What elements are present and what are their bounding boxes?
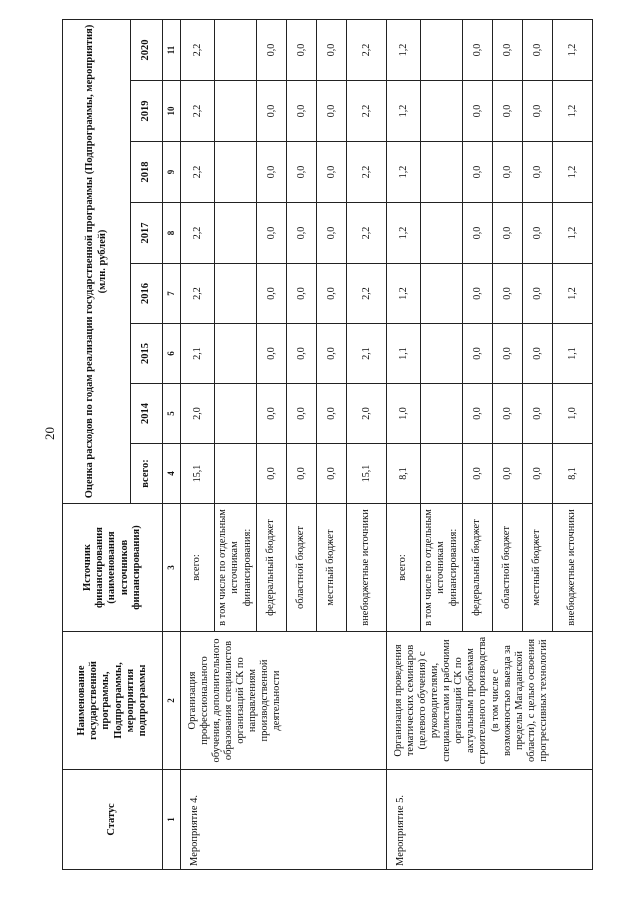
year-value	[421, 142, 463, 203]
total-value: 0,0	[523, 444, 553, 504]
year-value: 0,0	[463, 203, 493, 264]
year-value: 0,0	[257, 81, 287, 142]
year-value: 0,0	[317, 264, 347, 324]
year-value: 0,0	[257, 324, 287, 384]
year-value: 2,2	[347, 203, 387, 264]
year-value: 0,0	[287, 324, 317, 384]
year-value: 0,0	[523, 19, 553, 80]
year-value: 2,2	[347, 81, 387, 142]
year-value	[421, 81, 463, 142]
budget-table	[62, 19, 593, 870]
year-value: 2,0	[181, 384, 215, 444]
year-value: 2,1	[181, 324, 215, 384]
column-number: 10	[163, 81, 181, 142]
year-value: 2,2	[181, 19, 215, 80]
header-status: Статус	[63, 770, 163, 870]
year-value: 0,0	[317, 384, 347, 444]
year-value: 2,2	[181, 264, 215, 324]
table-row	[181, 19, 215, 869]
year-value: 0,0	[523, 81, 553, 142]
year-value: 0,0	[463, 264, 493, 324]
year-value: 0,0	[317, 324, 347, 384]
funding-source: всего:	[181, 504, 215, 632]
header-total: всего:	[131, 444, 163, 504]
year-value	[215, 324, 257, 384]
year-value: 2,2	[181, 203, 215, 264]
year-value: 1,2	[387, 19, 421, 80]
header-year: 2017	[131, 203, 163, 264]
year-value	[215, 19, 257, 80]
page-number: 20	[42, 427, 57, 440]
year-value: 0,0	[523, 142, 553, 203]
column-number: 3	[163, 504, 181, 632]
year-value: 2,2	[181, 81, 215, 142]
year-value: 0,0	[287, 81, 317, 142]
column-number: 9	[163, 142, 181, 203]
year-value	[421, 384, 463, 444]
year-value: 0,0	[493, 81, 523, 142]
year-value: 1,2	[387, 264, 421, 324]
year-value: 2,2	[181, 142, 215, 203]
year-value: 0,0	[257, 384, 287, 444]
header-year: 2018	[131, 142, 163, 203]
funding-source: в том числе по отдельным источникам финансирования:	[215, 504, 257, 632]
year-value: 0,0	[523, 264, 553, 324]
activity-name: Организация профессионального обучения, дополнительного образования специалистов организаций СК по направлениям производственной деятельности	[181, 632, 387, 770]
year-value: 1,2	[553, 142, 593, 203]
funding-source: в том числе по отдельным источникам финансирования:	[421, 504, 463, 632]
funding-source: всего:	[387, 504, 421, 632]
header-year: 2020	[131, 19, 163, 80]
year-value: 0,0	[493, 142, 523, 203]
header-name: Наименование государственной программы, Подпрограммы, мероприятия подпрограммы	[63, 632, 163, 770]
year-value: 1,0	[387, 384, 421, 444]
rotated-page	[62, 20, 586, 870]
total-value: 8,1	[553, 444, 593, 504]
year-value: 1,1	[553, 324, 593, 384]
year-value: 0,0	[317, 142, 347, 203]
year-value: 0,0	[493, 324, 523, 384]
year-value: 1,2	[553, 203, 593, 264]
year-value	[421, 264, 463, 324]
total-value	[215, 444, 257, 504]
total-value: 0,0	[317, 444, 347, 504]
activity-name: Организация проведения тематических семинаров (целевого обучения) с руководителями, специалистами и рабочими организаций СК по актуальным проблемам строительного производства (в том числе с возможностью выезда за пределы Магаданской области), с целью освоения прогрессивных технологий	[387, 632, 593, 770]
year-value: 0,0	[493, 384, 523, 444]
year-value: 0,0	[493, 264, 523, 324]
year-value: 0,0	[257, 203, 287, 264]
column-number: 5	[163, 384, 181, 444]
year-value: 0,0	[463, 19, 493, 80]
funding-source: внебюджетные источники	[553, 504, 593, 632]
year-value: 1,0	[553, 384, 593, 444]
funding-source: местный бюджет	[523, 504, 553, 632]
year-value	[215, 264, 257, 324]
year-value: 0,0	[257, 264, 287, 324]
total-value: 15,1	[181, 444, 215, 504]
year-value: 0,0	[463, 324, 493, 384]
header-estimate: Оценка расходов по годам реализации государственной программы (Подпрограммы, мероприятия) (млн. рублей)	[63, 19, 131, 503]
year-value	[421, 19, 463, 80]
header-year: 2015	[131, 324, 163, 384]
year-value: 0,0	[463, 142, 493, 203]
total-value: 0,0	[463, 444, 493, 504]
total-value	[421, 444, 463, 504]
year-value	[215, 142, 257, 203]
funding-source: внебюджетные источники	[347, 504, 387, 632]
total-value: 0,0	[257, 444, 287, 504]
year-value: 0,0	[463, 81, 493, 142]
column-number: 8	[163, 203, 181, 264]
year-value: 2,2	[347, 19, 387, 80]
year-value: 0,0	[493, 19, 523, 80]
column-number-row	[163, 19, 181, 869]
year-value: 0,0	[287, 264, 317, 324]
year-value: 2,0	[347, 384, 387, 444]
year-value: 0,0	[493, 203, 523, 264]
year-value: 0,0	[523, 324, 553, 384]
year-value: 2,1	[347, 324, 387, 384]
year-value	[215, 203, 257, 264]
column-number: 2	[163, 632, 181, 770]
year-value: 0,0	[523, 203, 553, 264]
year-value: 0,0	[287, 142, 317, 203]
year-value: 2,2	[347, 264, 387, 324]
year-value: 0,0	[463, 384, 493, 444]
total-value: 0,0	[287, 444, 317, 504]
column-number: 6	[163, 324, 181, 384]
activity-status: Мероприятие 5.	[387, 770, 593, 870]
header-year: 2019	[131, 81, 163, 142]
funding-source: местный бюджет	[317, 504, 347, 632]
column-number: 11	[163, 19, 181, 80]
year-value	[215, 384, 257, 444]
header-year: 2014	[131, 384, 163, 444]
year-value	[421, 324, 463, 384]
year-value: 0,0	[317, 19, 347, 80]
year-value	[421, 203, 463, 264]
header-source: Источник финансирования (наименования источников финансирования)	[63, 504, 163, 632]
header-year: 2016	[131, 264, 163, 324]
funding-source: федеральный бюджет	[463, 504, 493, 632]
column-number: 4	[163, 444, 181, 504]
year-value: 1,2	[553, 19, 593, 80]
column-number: 1	[163, 770, 181, 870]
year-value	[215, 81, 257, 142]
total-value: 15,1	[347, 444, 387, 504]
year-value: 2,2	[347, 142, 387, 203]
activity-status: Мероприятие 4.	[181, 770, 387, 870]
year-value: 1,2	[553, 264, 593, 324]
year-value: 1,2	[387, 203, 421, 264]
year-value: 0,0	[287, 203, 317, 264]
funding-source: областной бюджет	[287, 504, 317, 632]
total-value: 0,0	[493, 444, 523, 504]
year-value: 1,2	[387, 81, 421, 142]
funding-source: областной бюджет	[493, 504, 523, 632]
year-value: 0,0	[317, 81, 347, 142]
year-value: 1,1	[387, 324, 421, 384]
year-value: 1,2	[387, 142, 421, 203]
year-value: 0,0	[257, 19, 287, 80]
column-number: 7	[163, 264, 181, 324]
funding-source: федеральный бюджет	[257, 504, 287, 632]
year-value: 0,0	[523, 384, 553, 444]
year-value: 1,2	[553, 81, 593, 142]
year-value: 0,0	[257, 142, 287, 203]
year-value: 0,0	[287, 384, 317, 444]
table-row	[387, 19, 421, 869]
year-value: 0,0	[317, 203, 347, 264]
total-value: 8,1	[387, 444, 421, 504]
year-value: 0,0	[287, 19, 317, 80]
